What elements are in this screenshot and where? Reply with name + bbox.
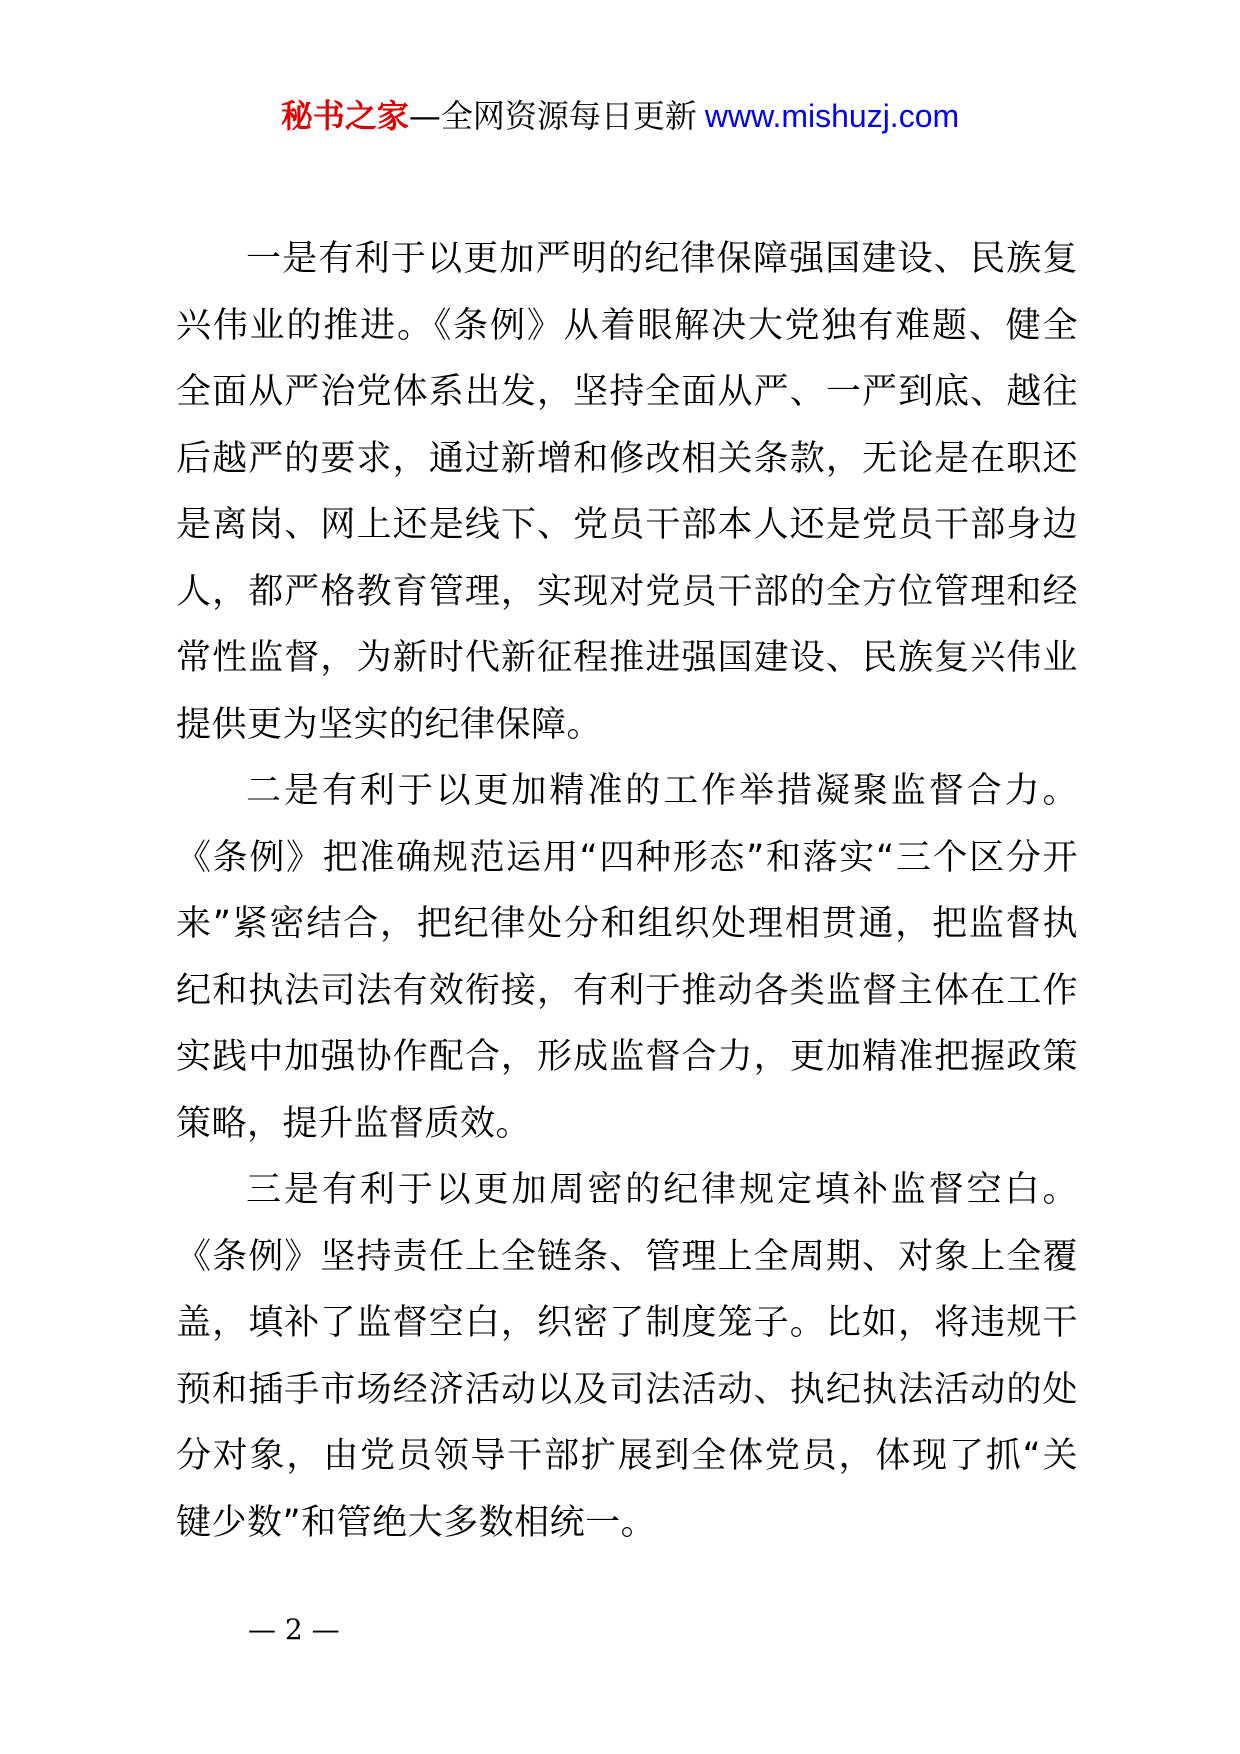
- paragraph-1: 一是有利于以更加严明的纪律保障强国建设、民族复兴伟业的推进。《条例》从着眼解决大党独有难题、健全全面从严治党体系出发，坚持全面从严、一严到底、越往后越严的要求，通过新增和修改相关条款，无论是在职还是离岗、网上还是线下、党员干部本人还是党员干部身边人，都严格教育管理，实现对党员干部的全方位管理和经常性监督，为新时代新征程推进强国建设、民族复兴伟业提供更为坚实的纪律保障。: [176, 239, 1078, 745]
- brand-tagline: —全网资源每日更新: [408, 97, 697, 135]
- site-url: www.mishuzj.com: [704, 98, 960, 134]
- site-watermark-header: [0, 96, 1240, 136]
- page-number: — 2 —: [248, 1613, 340, 1646]
- paragraph-3: 三是有利于以更加周密的纪律规定填补监督空白。《条例》坚持责任上全链条、管理上全周期、对象上全覆盖，填补了监督空白，织密了制度笼子。比如，将违规干预和插手市场经济活动以及司法活动、执纪执法活动的处分对象，由党员领导干部扩展到全体党员，体现了抓“关键少数”和管绝大多数相统一。: [176, 1170, 1078, 1543]
- paragraph-2: 二是有利于以更加精准的工作举措凝聚监督合力。《条例》把准确规范运用“四种形态”和落实“三个区分开来”紧密结合，把纪律处分和组织处理相贯通，把监督执纪和执法司法有效衔接，有利于推动各类监督主体在工作实践中加强协作配合，形成监督合力，更加精准把握政策策略，提升监督质效。: [176, 771, 1078, 1144]
- document-body: [176, 226, 1078, 1556]
- brand-name: 秘书之家: [280, 97, 409, 135]
